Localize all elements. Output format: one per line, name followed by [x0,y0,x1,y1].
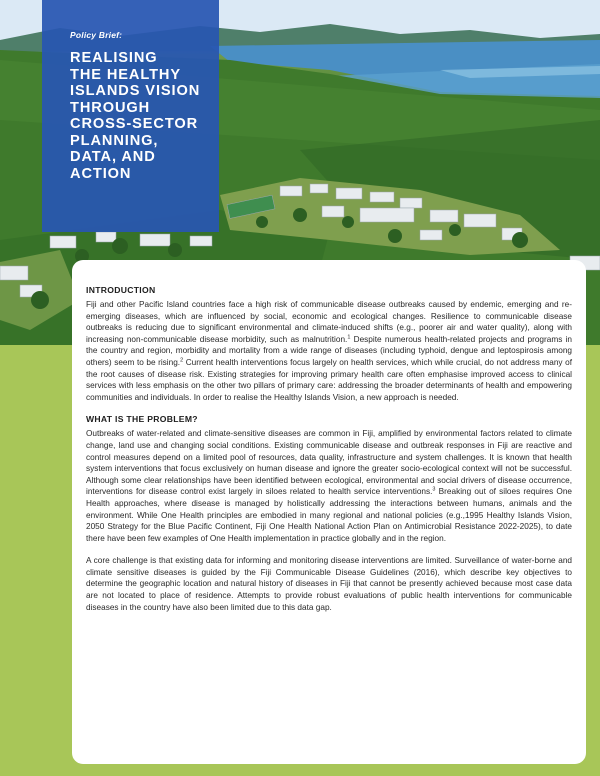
footnote-ref: 3 [432,486,436,493]
section-heading-introduction: INTRODUCTION [86,285,156,295]
document-title [70,50,207,182]
title-line: CROSS-SECTOR [70,116,199,132]
title-line: REALISING [70,50,158,66]
section-heading-problem: WHAT IS THE PROBLEM? [86,414,198,425]
policy-brief-label: Policy Brief: [70,30,123,40]
content-card [72,260,586,764]
title-line: PLANNING, [70,132,159,149]
title-line: ACTION [70,165,132,182]
data-challenge-paragraph: A core challenge is that existing data for informing and monitoring disease interventions are limited. Surveillance of water-borne and climate sensitive diseases is guided by the Fiji Communicable Disease Guidelines (2016), which describe key objectives to determine the geographic location and natural history of diseases in Fiji that cannot be presently achieved because most case data are not located to place of residence. Attempts to provide robust evaluations of public health interventions for communicable diseases in the country have also been limited due to this data gap. [86,556,572,612]
footnote-ref: 1 [347,334,351,341]
title-line: ISLANDS VISION [70,83,201,99]
introduction-paragraph: Fiji and other Pacific Island countries face a high risk of communicable disease outbreaks caused by endemic, emerging and re-emerging diseases, which are influenced by social, economic and ecological changes. Resilience to communicable disease outbreaks is reducing due to significant environmental and climate-induced shifts (e.g., poorer air and water quality), along with increasing non-communicable disease morbidity, such as malnutrition.$^1$ Despite numerous health-related projects and programs in the country and region, morbidity and mortality from a wide range of diseases (including typhoid, dengue and leptospirosis among others) seem to be rising.$^2$ Current health interventions focus largely on health services, which while crucial, do not address many of the root causes of disease risk. Existing strategies for improving primary health care often emphasise improved access to clinical services with less emphasis on the other two pillars of primary care: addressing the broader determinants of health and empowering communities and individuals. In order to realise the Healthy Islands Vision, a new approach is needed. [86,300,572,402]
title-line: THROUGH [70,99,151,116]
title-line: THE HEALTHY [70,66,181,83]
footnote-ref: 2 [180,357,184,364]
problem-paragraph: Outbreaks of water-related and climate-sensitive diseases are common in Fiji, amplified by environmental factors related to climate change, land use and changing social conditions. Existing communicable disease and outbreak responses in Fiji are reactive and control measures depend on a limited pool of resources, data quality, infrastructure and system challenges. It is known that health system interventions that focus exclusively on human disease and ignore the greater socio-ecological context will not be successful. Although some clear relationships have been identified between ecological, environmental and social drivers of disease occurrence, interventions for disease control exist largely in siloes related to health service interventions.$^3$ Breaking out of siloes requires One Health approaches, where disease is managed by holistically addressing the interactions between humans, animals and the environment. While One Health principles are embodied in many regional and national policies (e.g.,1995 Healthy Islands Vision, 2050 Strategy for the Blue Pacific Continent, Fiji One Health National Action Plan on Antimicrobial Resistance 2022-2025), to date there have been few examples of One Health implementation in practice globally and in the region. [86,429,573,543]
title-line: DATA, AND [70,149,156,165]
title-box [42,0,219,232]
